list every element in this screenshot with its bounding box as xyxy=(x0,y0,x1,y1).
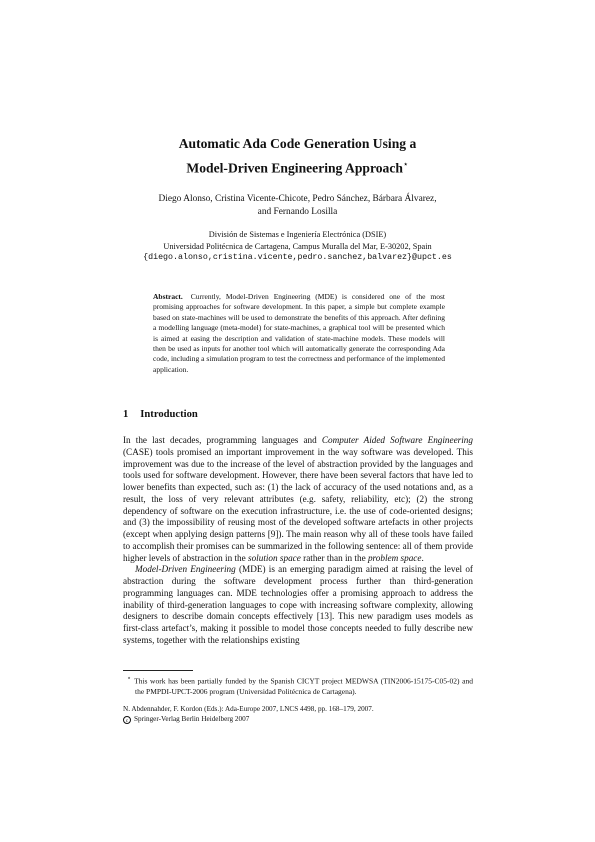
section-title: Introduction xyxy=(140,409,198,420)
abstract xyxy=(153,292,445,375)
section-number: 1 xyxy=(123,409,129,420)
authors-line-1: Diego Alonso, Cristina Vicente-Chicote, Pedro Sánchez, Bárbara Álvarez, xyxy=(158,194,437,204)
affiliation xyxy=(60,229,535,264)
title-footnote-mark: ⋆ xyxy=(402,159,409,169)
footnote-divider xyxy=(123,670,193,671)
term-case: Computer Aided Software Engineering xyxy=(321,435,473,445)
publisher-line-1: N. Abdennahder, F. Kordon (Eds.): Ada-Europe 2007, LNCS 4498, pp. 168–179, 2007. xyxy=(123,705,374,713)
footnote-text: This work has been partially funded by the Spanish CICYT project MEDWSA (TIN2006-15175-C05-02) and the PMPDI-UPCT-2006 program (Universidad Politécnica de Cartagena). xyxy=(134,676,473,696)
affiliation-line-2: Universidad Politécnica de Cartagena, Campus Muralla del Mar, E-30202, Spain xyxy=(163,241,432,251)
paragraph-2: Model-Driven Engineering (MDE) is an emerging paradigm aimed at raising the level of abstraction during the software development process further than third-generation programming languages can. MDE technologies offer a promising approach to address the inability of third-generation languages to cope with increasing software complexity, allowing designers to describe domain concepts effectively [13]. This new paradigm uses models as first-class artefact’s, making it possible to model those concepts needed to fully describe new systems, together with the relationships existing xyxy=(123,564,473,645)
author-list xyxy=(60,193,535,219)
title-line-2: Model-Driven Engineering Approach xyxy=(186,160,403,176)
abstract-label: Abstract. xyxy=(153,292,183,301)
publisher-line-2: c Springer-Verlag Berlin Heidelberg 2007 xyxy=(123,714,473,724)
publisher-info xyxy=(123,704,473,724)
footnote-mark: ⋆ xyxy=(127,675,132,682)
author-emails: {diego.alonso,cristina.vicente,pedro.sanchez,balvarez}@upct.es xyxy=(143,253,452,262)
authors-line-2: and Fernando Losilla xyxy=(257,207,338,217)
affiliation-line-1: División de Sistemas e Ingeniería Electrónica (DSIE) xyxy=(208,230,387,239)
paper-title xyxy=(60,134,535,179)
paragraph-1: In the last decades, programming languages and Computer Aided Software Engineering (CASE) tools promised an important improvement in the way software was developed. This improvement was due to the increase of the level of abstraction provided by the languages and tools used for software development. However, there have been several factors that have led to lower benefits than expected, such as: (1) the lack of accuracy of the used notations and, as a result, the loss of very relevant attributes (e.g. safety, reliability, etc); (2) the strong dependency of software on the execution infrastructure, i.e. the use of code-oriented designs; and (3) the impossibility of reusing most of the developed software artefacts in other projects (except when applying design patterns [9]). The main reason why all of these tools have failed to accomplish their promises can be summarized in the following sentence: all of them provide higher levels of abstraction in the solution space rather than in the problem space. xyxy=(123,435,473,563)
term-solution-space: solution space xyxy=(248,552,301,563)
section-heading xyxy=(123,409,198,420)
footnote xyxy=(123,674,473,698)
abstract-text: Currently, Model-Driven Engineering (MDE) is considered one of the most promising approaches for software development. In this paper, a simple but complete example based on state-machines will be used to demonstrate the benefits of this approach. After defining a modelling language (meta-model) for state-machines, a graphical tool will be presented which is aimed at easing the description and validation of state-machine models. These models will then be used as inputs for another tool which will automatically generate the corresponding Ada code, including a simulation program to test the correctness and performance of the implemented application. xyxy=(153,292,445,374)
term-mde: Model-Driven Engineering xyxy=(135,564,236,575)
term-problem-space: problem space xyxy=(367,552,422,563)
section-body xyxy=(123,435,473,647)
title-line-1: Automatic Ada Code Generation Using a xyxy=(178,136,417,151)
copyright-icon: c xyxy=(123,716,131,724)
